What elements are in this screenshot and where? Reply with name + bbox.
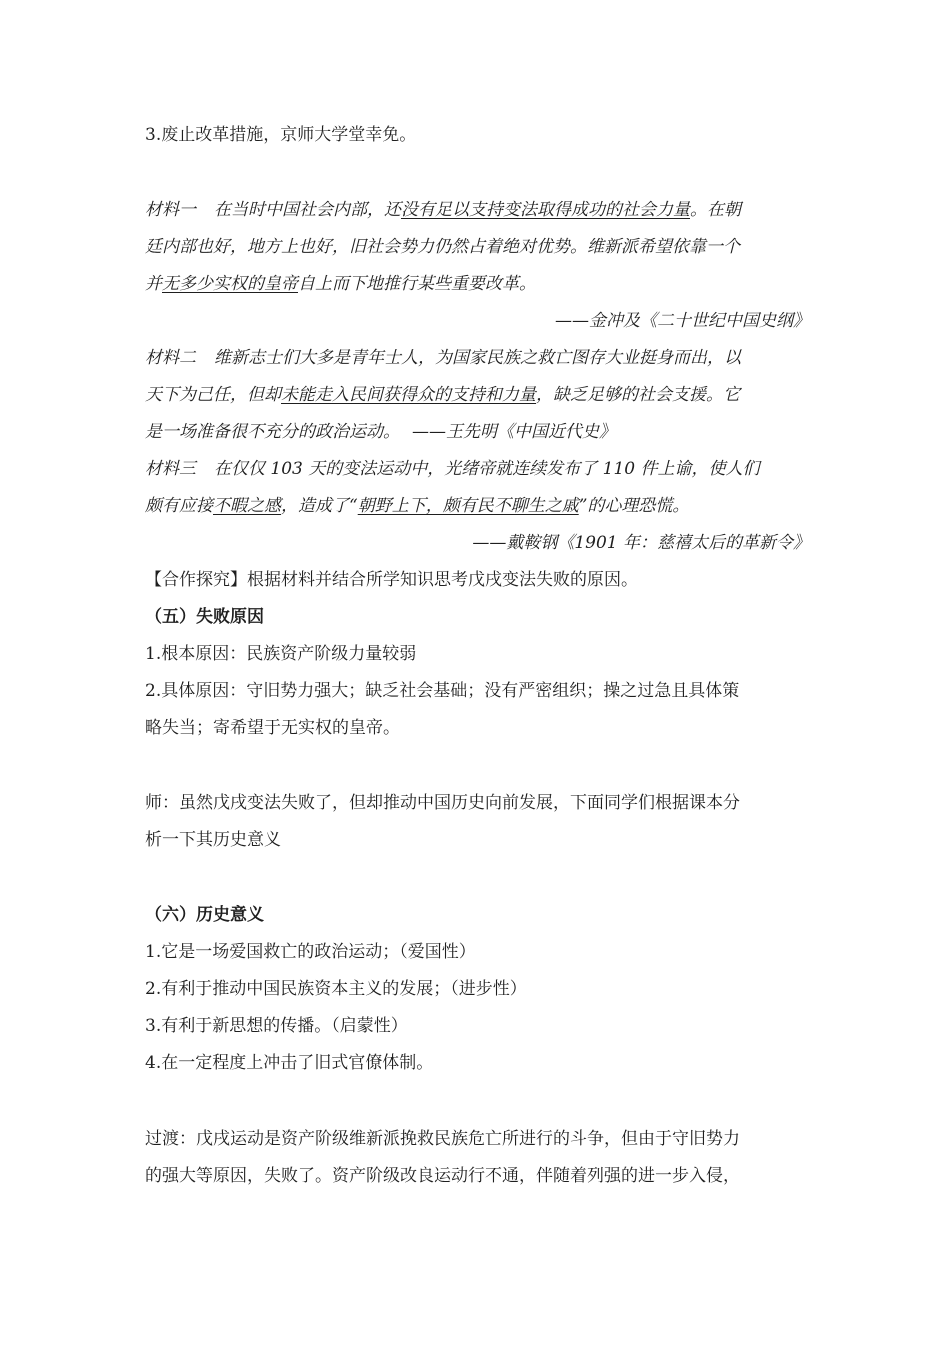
material2-line3 <box>145 421 616 443</box>
transition-line2: 的强大等原因，失败了。资产阶级改良运动行不通，伴随着列强的进一步入侵， <box>145 1166 740 1186</box>
material3-source: ——戴鞍钢《1901 年：慈禧太后的革新令》 <box>472 533 810 553</box>
material1-text: 自上而下地推行某些重要改革。 <box>298 274 536 294</box>
material1-text: 在当时中国社会内部，还 <box>214 200 401 220</box>
material2-label: 材料二 <box>145 348 196 368</box>
section6-item4: 4.在一定程度上冲击了旧式官僚体制。 <box>145 1053 434 1073</box>
material3-text: 颇有应接 <box>145 496 213 516</box>
material3-text: ，造成了“ <box>281 496 358 516</box>
section6-heading: （六）历史意义 <box>145 905 264 925</box>
material2-line2 <box>145 384 740 406</box>
material3-line2 <box>145 495 689 517</box>
material1-underline-emperor: 无多少实权的皇帝 <box>162 274 298 294</box>
material3-text: ”的心理恐慌。 <box>578 496 690 516</box>
teacher-line1: 师：虽然戊戌变法失败了，但却推动中国历史向前发展，下面同学们根据课本分 <box>145 793 740 813</box>
section5-heading: （五）失败原因 <box>145 607 264 627</box>
material1-line1 <box>145 199 741 221</box>
material1-label: 材料一 <box>145 200 196 220</box>
material3-label: 材料三 <box>145 459 196 479</box>
list-item-abolish-reforms: 3.废止改革措施，京师大学堂幸免。 <box>145 125 417 145</box>
material2-text: 维新志士们大多是青年士人，为国家民族之救亡图存大业挺身而出，以 <box>214 348 741 368</box>
material3-underline-panic: 朝野上下，颇有民不聊生之戚 <box>357 496 579 516</box>
material3-text: 在仅仅 103 天的变法运动中，光绪帝就连续发布了 110 件上谕，使人们 <box>214 459 760 479</box>
cooperation-prompt: 【合作探究】根据材料并结合所学知识思考戊戌变法失败的原因。 <box>145 570 638 590</box>
material2-source: ——王先明《中国近代史》 <box>412 422 616 442</box>
material1-text: 。在朝 <box>690 200 741 220</box>
material1-source: ——金冲及《二十世纪中国史纲》 <box>555 311 810 331</box>
material1-line2: 廷内部也好，地方上也好，旧社会势力仍然占着绝对优势。维新派希望依靠一个 <box>145 237 740 257</box>
material2-text: 是一场准备很不充分的政治运动。 <box>145 422 400 442</box>
material3-line1 <box>145 458 760 480</box>
material1-underline-social-force: 没有足以支持变法取得成功的社会力量 <box>401 200 690 220</box>
material2-line1 <box>145 347 741 369</box>
teacher-line2: 析一下其历史意义 <box>145 830 281 850</box>
section6-item2: 2.有利于推动中国民族资本主义的发展；（进步性） <box>145 979 527 999</box>
section6-item1: 1.它是一场爱国救亡的政治运动；（爱国性） <box>145 942 476 962</box>
material2-underline-support: 未能走入民间获得众的支持和力量 <box>281 385 536 405</box>
material1-text: 并 <box>145 274 162 294</box>
transition-line1: 过渡：戊戌运动是资产阶级维新派挽救民族危亡所进行的斗争，但由于守旧势力 <box>145 1129 740 1149</box>
material1-line3 <box>145 273 536 295</box>
material3-underline-no-time: 不暇之感 <box>213 496 281 516</box>
section6-item3: 3.有利于新思想的传播。（启蒙性） <box>145 1016 408 1036</box>
section5-item2-line2: 略失当；寄希望于无实权的皇帝。 <box>145 718 400 738</box>
section5-item1: 1.根本原因：民族资产阶级力量较弱 <box>145 644 417 664</box>
section5-item2-line1: 2.具体原因：守旧势力强大；缺乏社会基础；没有严密组织；操之过急且具体策 <box>145 681 740 701</box>
material2-text: ，缺乏足够的社会支援。它 <box>536 385 740 405</box>
material2-text: 天下为己任，但却 <box>145 385 281 405</box>
